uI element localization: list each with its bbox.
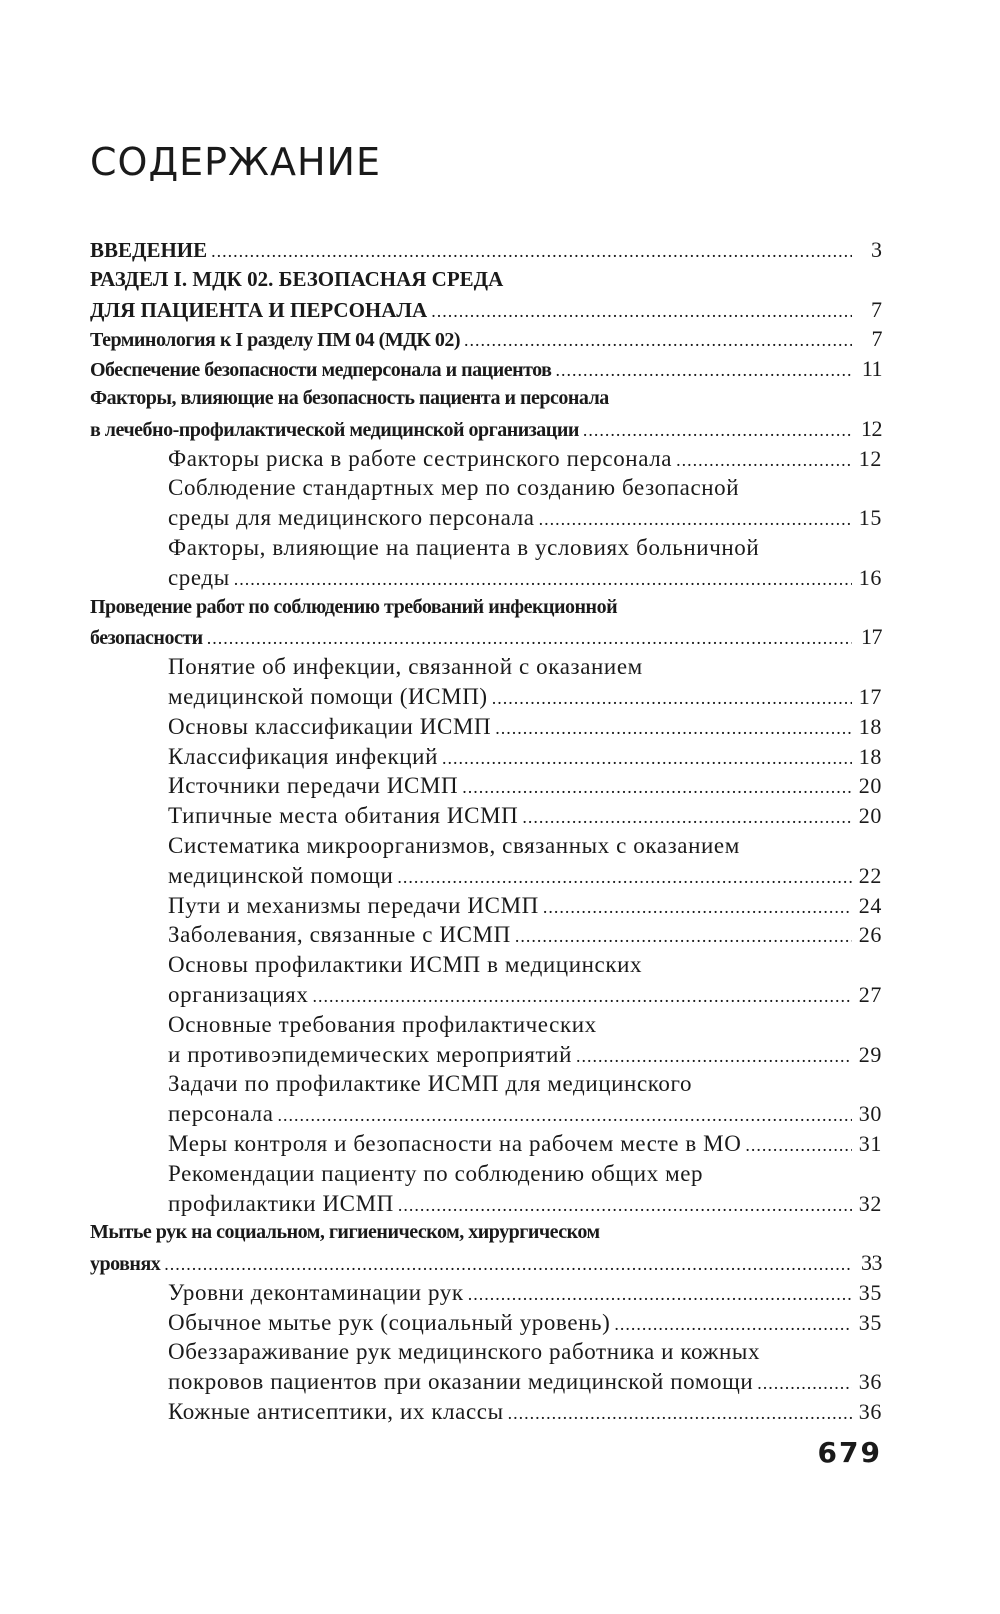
toc-entry-title: Обычное мытье рук (социальный уровень) [168, 1309, 611, 1335]
toc-entry [90, 742, 882, 772]
toc-entry [90, 563, 882, 593]
toc-entry-page: 3 [871, 237, 882, 262]
toc-entry [90, 1129, 882, 1159]
toc-entry-title: Факторы риска в работе сестринского персонала [168, 445, 673, 471]
toc-entry-title: в лечебно-профилактической медицинской организации [90, 418, 579, 441]
toc-leader-dots [462, 773, 852, 803]
toc-entry-page: 36 [858, 1369, 882, 1395]
toc-leader-dots [164, 1250, 852, 1280]
toc-entry-title: Кожные антисептики, их классы [168, 1399, 504, 1425]
toc-entry-page: 30 [858, 1101, 882, 1127]
toc-entry-title: Мытье рук на социальном, гигиеническом, хирургическом [90, 1221, 600, 1244]
toc-entry-page: 11 [861, 356, 882, 382]
toc-entry-title: безопасности [90, 627, 203, 650]
toc-entry-title: Источники передачи ИСМП [168, 773, 459, 799]
toc-entry-title: Проведение работ по соблюдению требований инфекционной [90, 595, 618, 618]
toc-entry-page: 7 [871, 326, 882, 352]
toc-entry [90, 950, 882, 980]
toc-entry-page: 35 [858, 1279, 882, 1305]
toc-entry-page: 7 [871, 296, 882, 322]
toc-entry [90, 503, 882, 533]
toc-entry-title: Рекомендации пациенту по соблюдению общих мер [168, 1160, 704, 1186]
toc-entry-page: 18 [858, 713, 882, 739]
toc-leader-dots [539, 505, 852, 535]
toc-leader-dots [522, 803, 852, 833]
toc-entry-title: организациях [168, 981, 309, 1007]
toc-leader-dots [464, 326, 852, 356]
toc-entry [90, 235, 882, 265]
toc-leader-dots [468, 1280, 852, 1310]
toc-leader-dots [312, 982, 852, 1012]
toc-entry-title: Факторы, влияющие на пациента в условиях больничной [168, 534, 760, 560]
toc-leader-dots [492, 684, 852, 714]
toc-entry-page: 31 [858, 1130, 882, 1156]
toc-leader-dots [207, 624, 852, 654]
toc-entry [90, 1248, 882, 1278]
toc-entry-title: Уровни деконтаминации рук [168, 1279, 464, 1305]
toc-entry [90, 1189, 882, 1219]
toc-entry-title: Соблюдение стандартных мер по созданию безопасной [168, 475, 740, 501]
toc-entry-title: Пути и механизмы передачи ИСМП [168, 892, 539, 918]
toc-entry-title: медицинской помощи (ИСМП) [168, 683, 488, 709]
toc-leader-dots [495, 714, 852, 744]
toc-leader-dots [614, 1310, 852, 1340]
toc-entry [90, 265, 882, 295]
toc-entry-page: 26 [858, 922, 882, 948]
toc-entry-page: 12 [858, 445, 882, 471]
toc-entry [90, 1040, 882, 1070]
toc-entry [90, 652, 882, 682]
toc-entry [90, 891, 882, 921]
toc-entry [90, 771, 882, 801]
toc-entry-title: ВВЕДЕНИЕ [90, 238, 208, 262]
toc-entry-title: Обеззараживание рук медицинского работника и кожных [168, 1339, 761, 1365]
toc-entry [90, 354, 882, 384]
toc-entry-title: Факторы, влияющие на безопасность пациента и персонала [90, 386, 609, 409]
toc-entry-title: Терминология к I разделу ПМ 04 (МДК 02) [90, 329, 461, 352]
toc-entry-page: 32 [858, 1190, 882, 1216]
toc-entry [90, 444, 882, 474]
toc-leader-dots [583, 416, 852, 446]
toc-entry-title: Меры контроля и безопасности на рабочем месте в МО [168, 1130, 742, 1156]
toc-entry [90, 533, 882, 563]
toc-entry-page: 20 [858, 803, 882, 829]
toc-entry-page: 36 [858, 1399, 882, 1425]
toc-entry [90, 1367, 882, 1397]
toc-entry-page: 12 [861, 415, 882, 441]
toc-entry-title: Систематика микроорганизмов, связанных с оказанием [168, 832, 740, 858]
toc-entry-title: Заболевания, связанные с ИСМП [168, 922, 511, 948]
toc-entry [90, 324, 882, 354]
page-number: 679 [817, 1436, 882, 1469]
toc-entry [90, 414, 882, 444]
toc-entry-title: Понятие об инфекции, связанной с оказанием [168, 654, 643, 680]
toc-leader-dots [398, 1191, 852, 1221]
toc-entry-page: 20 [858, 773, 882, 799]
toc-entry-title: ДЛЯ ПАЦИЕНТА И ПЕРСОНАЛА [90, 297, 428, 322]
toc-entry-title: среды для медицинского персонала [168, 505, 535, 531]
toc-leader-dots [442, 744, 852, 774]
toc-entry-page: 16 [858, 564, 882, 590]
toc-entry-title: Задачи по профилактике ИСМП для медицинского [168, 1071, 693, 1097]
toc-entry [90, 384, 882, 414]
toc-entry [90, 682, 882, 712]
toc-entry-title: Обеспечение безопасности медперсонала и пациентов [90, 359, 552, 382]
toc-entry [90, 1010, 882, 1040]
toc-entry-title: уровнях [90, 1253, 161, 1276]
toc-entry-page: 22 [858, 862, 882, 888]
toc-entry-page: 18 [858, 743, 882, 769]
toc-entry [90, 980, 882, 1010]
toc-entry [90, 593, 882, 623]
toc-entry [90, 712, 882, 742]
toc-leader-dots [211, 237, 852, 267]
page-title: СОДЕРЖАНИЕ [90, 140, 381, 184]
toc-entry-title: Основные требования профилактических [168, 1011, 597, 1037]
toc-entry [90, 920, 882, 950]
toc-entry-title: покровов пациентов при оказании медицинской помощи [168, 1369, 754, 1395]
toc-entry-title: профилактики ИСМП [168, 1190, 394, 1216]
toc-entry-title: Классификация инфекций [168, 743, 438, 769]
toc-leader-dots [745, 1131, 852, 1161]
toc-leader-dots [676, 446, 852, 476]
toc-leader-dots [431, 297, 852, 327]
toc-entry-title: Типичные места обитания ИСМП [168, 803, 519, 829]
toc-entry [90, 801, 882, 831]
toc-leader-dots [543, 893, 852, 923]
toc-leader-dots [278, 1101, 852, 1131]
toc-entry [90, 831, 882, 861]
toc-leader-dots [508, 1399, 852, 1429]
toc-entry-page: 29 [858, 1041, 882, 1067]
toc-entry-title: Основы профилактики ИСМП в медицинских [168, 952, 643, 978]
toc-leader-dots [757, 1369, 852, 1399]
toc-entry-title: персонала [168, 1101, 274, 1127]
toc-entry [90, 861, 882, 891]
toc-entry [90, 622, 882, 652]
toc-entry-title: среды [168, 564, 230, 590]
toc-entry-title: РАЗДЕЛ I. МДК 02. БЕЗОПАСНАЯ СРЕДА [90, 266, 504, 291]
toc-entry [90, 1218, 882, 1248]
toc-entry-page: 24 [858, 892, 882, 918]
toc-leader-dots [397, 863, 852, 893]
toc-entry-page: 15 [858, 505, 882, 531]
toc-leader-dots [234, 565, 852, 595]
toc-leader-dots [515, 922, 852, 952]
toc-entry [90, 1069, 882, 1099]
toc-entry-title: медицинской помощи [168, 862, 394, 888]
toc-entry [90, 1159, 882, 1189]
toc-entry-title: Основы классификации ИСМП [168, 713, 492, 739]
toc-entry [90, 1308, 882, 1338]
toc-entry-page: 27 [858, 981, 882, 1007]
toc-entry [90, 473, 882, 503]
toc-entry-title: и противоэпидемических мероприятий [168, 1041, 572, 1067]
toc-entry [90, 1099, 882, 1129]
toc-leader-dots [556, 356, 853, 386]
toc-entry-page: 33 [861, 1250, 882, 1276]
toc-entry [90, 1278, 882, 1308]
toc-entry-page: 17 [861, 624, 882, 650]
toc-entry-page: 35 [858, 1309, 882, 1335]
toc-entry [90, 1337, 882, 1367]
toc-entry [90, 295, 882, 325]
toc-entry-page: 17 [858, 683, 882, 709]
toc-leader-dots [576, 1042, 852, 1072]
toc-entry [90, 1397, 882, 1427]
table-of-contents [90, 235, 882, 1427]
